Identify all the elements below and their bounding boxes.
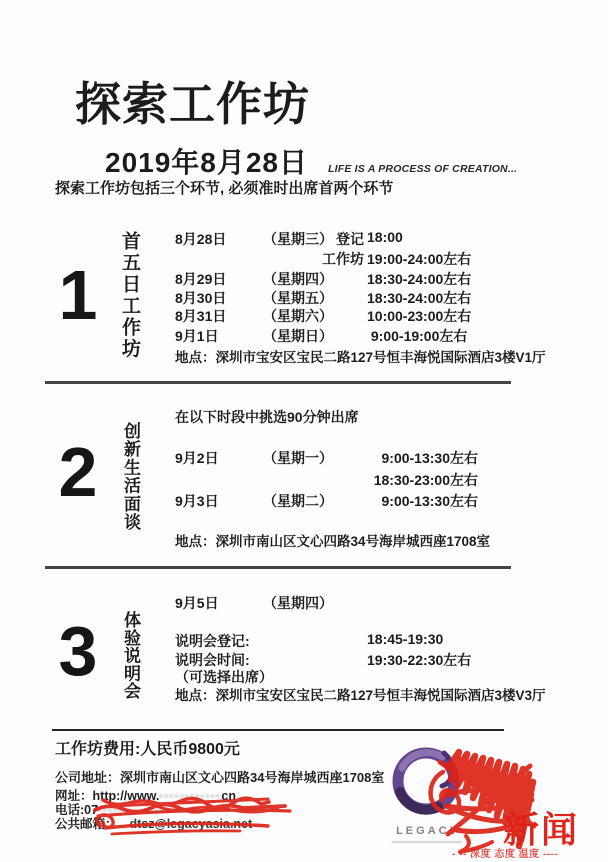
schedule-weekday: （星期三） (263, 231, 333, 247)
phone-prefix: 07 (84, 803, 99, 817)
email-line (55, 814, 252, 832)
section-1-location: 地点：深圳市宝安区宝民二路127号恒丰海悦国际酒店3楼V1厅 (175, 350, 546, 365)
schedule-row (175, 306, 560, 324)
schedule-date: 8月29日 (175, 271, 227, 287)
schedule-row (175, 288, 560, 306)
schedule-weekday: （星期五） (263, 290, 333, 306)
schedule-time: 18:00 (367, 229, 403, 245)
schedule-weekday: （星期四） (263, 595, 333, 611)
phone-label: 电话: (55, 803, 85, 817)
divider (45, 566, 511, 569)
section-3-number: 3 (58, 612, 98, 690)
schedule-time: 9:00-13:30左右 (381, 493, 478, 509)
schedule-date: 8月30日 (175, 290, 227, 306)
email-address: dtsz@legacyasia.net (129, 817, 253, 831)
schedule-date: 9月1日 (175, 328, 219, 344)
schedule-date: 9月2日 (175, 450, 219, 466)
schedule-label: 说明会时间: (175, 652, 250, 668)
section-3-label: 体验说明会 (121, 611, 140, 700)
schedule-weekday: （星期六） (263, 308, 333, 324)
schedule-time: 19:30-22:30左右 (367, 652, 472, 668)
schedule-time: 10:00-23:00左右 (367, 308, 472, 324)
schedule-weekday: （星期日） (263, 328, 333, 344)
schedule-weekday: （星期一） (263, 450, 333, 466)
legacy-logo-tagline-bar (392, 841, 462, 843)
schedule-row (175, 631, 560, 649)
divider (45, 381, 511, 384)
schedule-row (175, 491, 560, 509)
website-prefix: http://www. (92, 789, 160, 803)
section-2-location: 地点：深圳市南山区文心四路34号海岸城西座1708室 (175, 534, 491, 549)
section-1-number: 1 (58, 256, 98, 334)
fee-line: 工作坊费用:人民币9800元 (55, 741, 240, 758)
section-2-intro: 在以下时段中挑选90分钟出席 (175, 409, 359, 425)
section-2-number: 2 (58, 433, 98, 511)
section-3-location: 地点：深圳市宝安区宝民二路127号恒丰海悦国际酒店3楼V3厅 (175, 688, 546, 703)
email-label: 公共邮箱： (55, 817, 118, 831)
schedule-row (175, 593, 560, 611)
website-obscured: ············ (159, 791, 222, 803)
website-suffix: cn (221, 789, 236, 803)
website-label: 网址： (55, 789, 93, 803)
schedule-time: 18:30-23:00左右 (373, 472, 478, 488)
schedule-row (175, 448, 560, 466)
section-3-note: （可选择出席） (175, 669, 273, 685)
schedule-time: 9:00-19:00左右 (367, 328, 468, 344)
schedule-label: 工作坊 (322, 251, 364, 267)
legacy-logo-icon (386, 740, 466, 824)
section-1-label: 首五日工作坊 (119, 231, 140, 360)
schedule-row (175, 470, 560, 488)
schedule-time: 9:00-13:30左右 (381, 450, 478, 466)
legacy-logo-text: LEGACY (396, 825, 460, 837)
page-title: 探索工作坊 (75, 78, 310, 130)
schedule-time: 18:45-19:30 (367, 631, 444, 647)
divider (52, 729, 504, 731)
schedule-label: 说明会登记: (175, 633, 250, 649)
schedule-row (175, 650, 560, 668)
schedule-date: 9月5日 (175, 595, 219, 611)
schedule-label: 登记 (336, 231, 364, 247)
section-2-label: 创新生活面谈 (121, 422, 140, 532)
phone-obscured: ·············· ··········· (98, 805, 232, 817)
schedule-time: 18:30-24:00左右 (367, 271, 472, 287)
schedule-row (175, 269, 560, 287)
schedule-time: 18:30-24:00左右 (367, 290, 472, 306)
schedule-date: 8月31日 (175, 308, 227, 324)
watermark-text: 新闻 (503, 809, 580, 850)
schedule-time: 19:00-24:00左右 (367, 251, 472, 267)
company-address-line: 公司地址：深圳市南山区文心四路34号海岸城西座1708室 (55, 770, 385, 785)
schedule-weekday: （星期二） (263, 493, 333, 509)
schedule-row (175, 229, 560, 247)
schedule-row (175, 326, 560, 344)
schedule-weekday: （星期四） (263, 271, 333, 287)
schedule-date: 8月28日 (175, 231, 227, 247)
header-tagline: LIFE IS A PROCESS OF CREATION... (328, 163, 518, 175)
schedule-row (175, 249, 560, 267)
header-date: 2019年8月28日 (105, 147, 309, 178)
header-subtitle: 探索工作坊包括三个环节, 必须准时出席首两个环节 (55, 180, 394, 197)
schedule-date: 9月3日 (175, 493, 219, 509)
watermark-tagline: - -- 深度 态度 温度 ---- (452, 849, 559, 860)
